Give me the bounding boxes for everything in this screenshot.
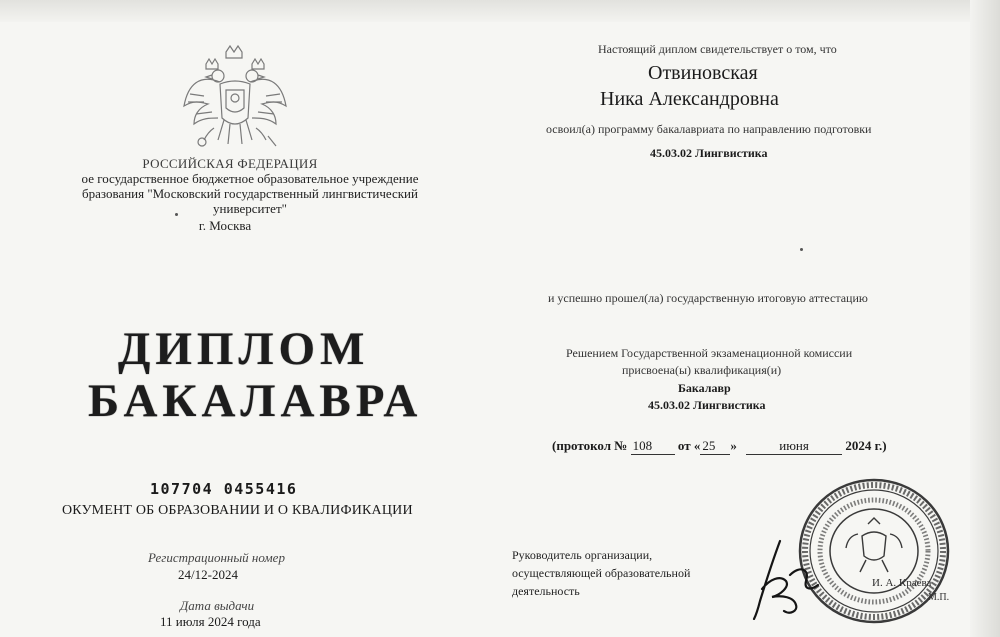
- graduate-surname: Отвиновская: [648, 62, 758, 84]
- protocol-line: [552, 438, 887, 455]
- country-label: РОССИЙСКАЯ ФЕДЕРАЦИЯ: [142, 156, 318, 171]
- document-type: ОКУМЕНТ ОБ ОБРАЗОВАНИИ И О КВАЛИФИКАЦИИ: [62, 503, 413, 518]
- protocol-from: от «: [677, 438, 701, 453]
- qualification-assigned-text: присвоена(ы) квалификация(и): [622, 363, 782, 377]
- certifies-text: Настоящий диплом свидетельствует о том, что: [598, 42, 837, 56]
- protocol-day-close: »: [730, 438, 737, 453]
- ink-speck: [175, 213, 178, 216]
- issue-date-label: Дата выдачи: [180, 598, 255, 613]
- ink-speck: [800, 248, 803, 251]
- registration-number-label: Регистрационный номер: [148, 550, 285, 565]
- protocol-number: 108: [631, 438, 675, 455]
- organization-line: ое государственное бюджетное образовательное учреждение: [81, 171, 419, 186]
- mastered-program-text: освоил(а) программу бакалавриата по направлению подготовки: [546, 122, 872, 136]
- head-title-line: деятельность: [512, 584, 580, 598]
- diploma-title-line1: ДИПЛОМ: [118, 323, 370, 375]
- organization-line: бразования "Московский государственный лингвистический: [82, 186, 418, 201]
- protocol-prefix: (протокол №: [552, 438, 628, 453]
- registration-number: 24/12-2024: [178, 567, 238, 582]
- serial-number: 107704 0455416: [150, 480, 298, 498]
- signer-name: И. А. Краева: [872, 577, 932, 589]
- head-title-line: осуществляющей образовательной: [512, 566, 691, 580]
- city: г. Москва: [198, 218, 252, 233]
- protocol-day: 25: [700, 438, 730, 455]
- coat-of-arms-icon: [180, 44, 290, 156]
- program-name: 45.03.02 Лингвистика: [650, 146, 768, 160]
- organization-line: университет": [213, 201, 287, 216]
- qualification: Бакалавр: [678, 381, 731, 395]
- protocol-year: 2024 г.): [845, 438, 887, 453]
- head-title-line: Руководитель организации,: [512, 548, 653, 562]
- organization-name: [60, 171, 440, 216]
- commission-decision-text: Решением Государственной экзаменационной комиссии: [566, 346, 853, 360]
- protocol-month: июня: [746, 438, 842, 455]
- signature-icon: [750, 535, 820, 620]
- issue-date: 11 июля 2024 года: [160, 614, 261, 629]
- scan-right-edge: [970, 0, 1000, 637]
- diploma-title-line2: БАКАЛАВРА: [88, 375, 423, 427]
- graduate-given-names: Ника Александровна: [600, 88, 779, 110]
- seal-place-mark: М.П.: [928, 592, 950, 603]
- qualification-program: 45.03.02 Лингвистика: [648, 398, 766, 412]
- attestation-text: и успешно прошел(ла) государственную итоговую аттестацию: [548, 291, 868, 305]
- scan-top-band: [0, 0, 1000, 22]
